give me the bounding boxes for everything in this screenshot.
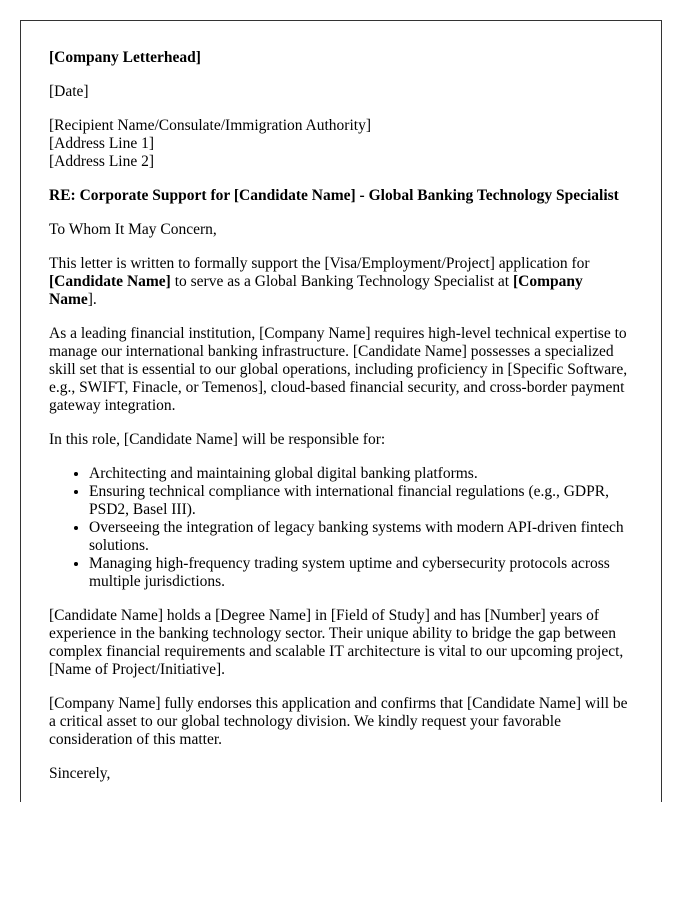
intro-text-1: This letter is written to formally support the [Visa/Employment/Project] application for — [49, 255, 590, 272]
letter-document — [20, 20, 662, 802]
recipient-name: [Recipient Name/Consulate/Immigration Authority] — [49, 117, 371, 134]
company-name-bold: [Company Name — [49, 273, 583, 308]
expertise-paragraph: As a leading financial institution, [Company Name] requires high-level technical expertise to manage our international banking infrastructure. [Candidate Name] possesses a specialized skill set that is essential to our global operations, including proficiency in [Specific Software, e.g., SWIFT, Finacle, or Temenos], cloud-based financial security, and cross-border payment gateway integration. — [49, 325, 628, 414]
document-viewport — [20, 20, 662, 802]
subject-line: RE: Corporate Support for [Candidate Name] - Global Banking Technology Specialist — [49, 187, 619, 204]
endorsement-paragraph: [Company Name] fully endorses this application and confirms that [Candidate Name] will be a critical asset to our global technology division. We kindly request your favorable consideration of this matter. — [49, 695, 628, 748]
responsibility-item: • Ensuring technical compliance with international financial regulations (e.g., GDPR, PSD2, Basel III). — [89, 483, 633, 519]
closing: Sincerely, — [49, 765, 111, 782]
responsibility-item: • Overseeing the integration of legacy banking systems with modern API-driven fintech solutions. — [89, 519, 633, 555]
salutation: To Whom It May Concern, — [49, 221, 217, 238]
intro-text-3: ]. — [87, 291, 97, 308]
responsibility-item: • Architecting and maintaining global digital banking platforms. — [89, 465, 633, 483]
address-line-1: [Address Line 1] — [49, 135, 155, 152]
address-line-2: [Address Line 2] — [49, 153, 155, 170]
responsibilities-intro: In this role, [Candidate Name] will be responsible for: — [49, 431, 386, 448]
responsibilities-list — [49, 465, 633, 591]
responsibility-item: • Managing high-frequency trading system uptime and cybersecurity protocols across multiple jurisdictions. — [89, 555, 633, 591]
intro-paragraph — [49, 255, 633, 309]
intro-text-2: to serve as a Global Banking Technology Specialist at — [170, 273, 513, 290]
company-letterhead: [Company Letterhead] — [49, 49, 201, 66]
qualifications-paragraph: [Candidate Name] holds a [Degree Name] in [Field of Study] and has [Number] years of experience in the banking technology sector. Their unique ability to bridge the gap between complex financial requirements and scalable IT architecture is vital to our upcoming project, [Name of Project/Initiative]. — [49, 607, 624, 678]
candidate-name-bold: [Candidate Name] — [49, 273, 171, 290]
recipient-address — [49, 117, 633, 171]
letter-date: [Date] — [49, 83, 89, 100]
